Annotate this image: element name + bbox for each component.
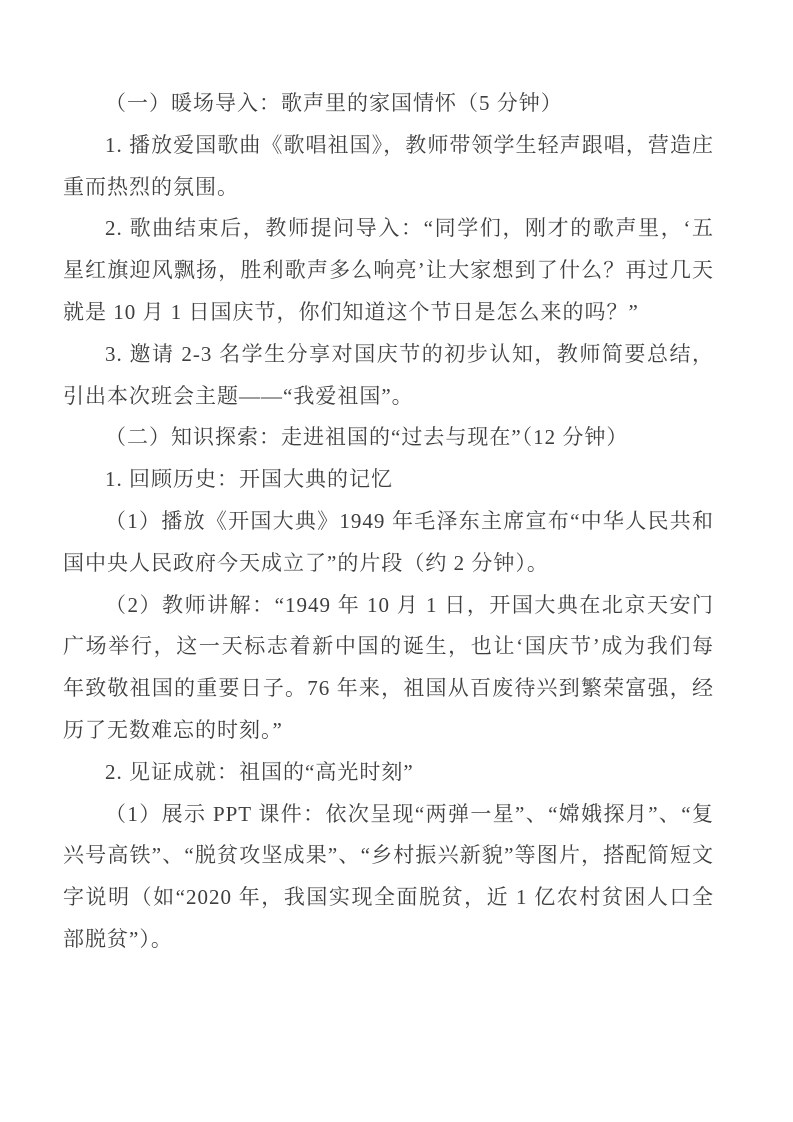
paragraph-activity-1-item-2: （2）教师讲解：“1949 年 10 月 1 日，开国大典在北京天安门广场举行，这一天标志着新中国的诞生，也让‘国庆节’成为我们每年致敬祖国的重要日子。76 年来，祖国从百废待兴到繁荣富强，经历了无数难忘的时刻。” [63, 592, 714, 742]
document-body [63, 83, 714, 961]
paragraph-section-1-heading: （一）暖场导入：歌声里的家国情怀（5 分钟） [105, 91, 563, 115]
paragraph-activity-1-item-1: （1）播放《开国大典》1949 年毛泽东主席宣布“中华人民共和国中央人民政府今天成立了”的片段（约 2 分钟）。 [63, 508, 714, 575]
paragraph-activity-2-item-1: （1）展示 PPT 课件：依次呈现“两弹一星”、“嫦娥探月”、“复兴号高铁”、“脱贫攻坚成果”、“乡村振兴新貌”等图片，搭配简短文字说明（如“2020 年，我国实现全面脱贫，近 1 亿农村贫困人口全部脱贫”）。 [63, 801, 714, 951]
paragraph-step-2: 2. 歌曲结束后，教师提问导入：“同学们，刚才的歌声里，‘五星红旗迎风飘扬，胜利歌声多么响亮’让大家想到了什么？再过几天就是 10 月 1 日国庆节，你们知道这个节日是怎么来的吗？” [63, 216, 714, 324]
paragraph-step-3: 3. 邀请 2-3 名学生分享对国庆节的初步认知，教师简要总结，引出本次班会主题——“我爱祖国”。 [63, 341, 714, 408]
paragraph-activity-2-title: 2. 见证成就：祖国的“高光时刻” [105, 759, 414, 784]
paragraph-activity-1-title: 1. 回顾历史：开国大典的记忆 [105, 467, 393, 492]
paragraph-step-1: 1. 播放爱国歌曲《歌唱祖国》，教师带领学生轻声跟唱，营造庄重而热烈的氛围。 [63, 132, 714, 199]
paragraph-section-2-heading: （二）知识探索：走进祖国的“过去与现在”（12 分钟） [105, 425, 629, 450]
